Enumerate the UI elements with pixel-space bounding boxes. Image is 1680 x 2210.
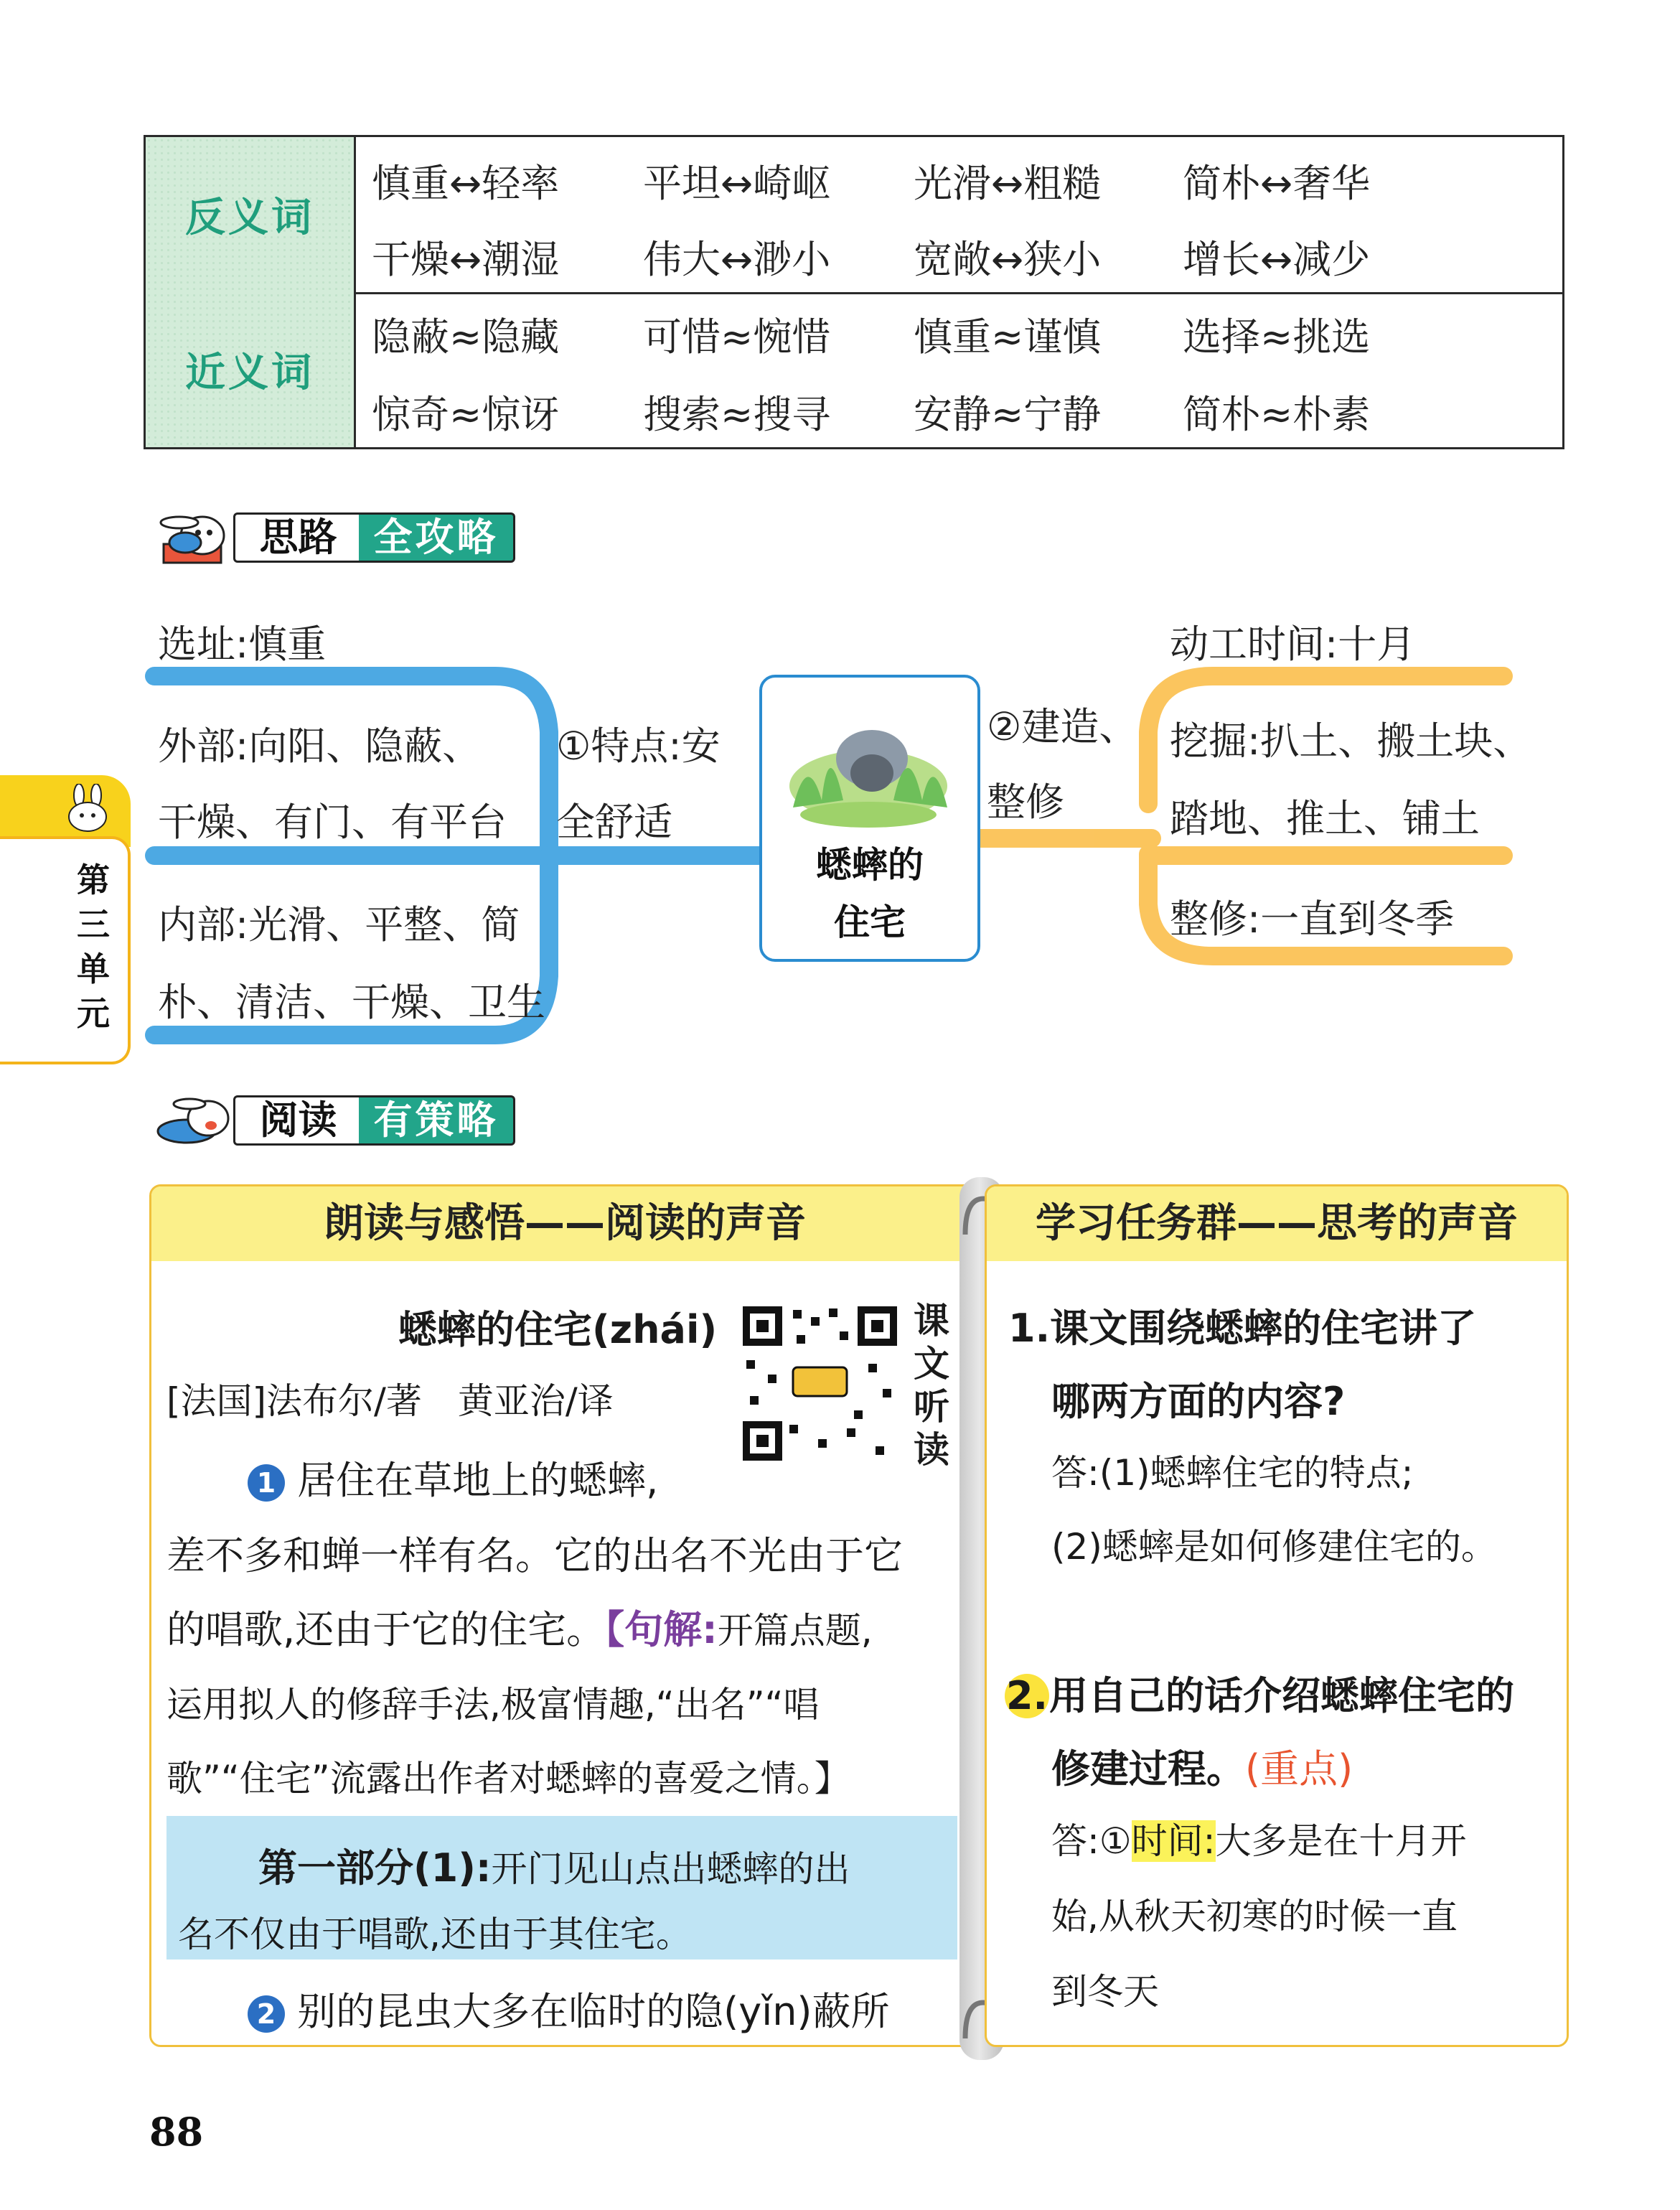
question-2-line-2 xyxy=(1051,1738,1353,1794)
rabbit-face-icon xyxy=(63,784,113,834)
dig-line-1: 挖掘:扒土、搬土块、 xyxy=(1170,718,1532,764)
audio-label-char: 课 xyxy=(914,1300,949,1342)
rabbit-lying-icon xyxy=(151,1090,237,1154)
interior-line-1: 内部:光滑、平整、简 xyxy=(158,902,520,947)
synonym-pair: 惊奇≈惊讶 xyxy=(372,392,560,437)
site-selection-label: 选址:慎重 xyxy=(158,622,327,667)
answer-text: 大多是在十月开 xyxy=(1215,1820,1467,1862)
answer-2-line-3: 到冬天 xyxy=(1051,1971,1159,2013)
question-1-line-2: 哪两方面的内容? xyxy=(1051,1379,1346,1424)
feature-line-1: ①特点:安 xyxy=(556,724,721,769)
unit-side-label xyxy=(72,858,115,1036)
paragraph-number: 2 xyxy=(248,1995,285,2033)
synonym-pair: 慎重≈谨慎 xyxy=(914,314,1102,360)
thinking-banner-tag: 全攻略 xyxy=(359,512,515,563)
question-2-line-1 xyxy=(1005,1665,1514,1720)
sentence-note-line-2: 运用拟人的修辞手法,极富情趣,“出名”“唱 xyxy=(166,1684,820,1726)
paragraph-text: 居住在草地上的蟋蟀, xyxy=(297,1458,659,1503)
reading-banner-tag: 有策略 xyxy=(359,1095,515,1146)
mindmap-center-title xyxy=(759,836,980,951)
synonym-pair: 选择≈挑选 xyxy=(1183,314,1371,360)
synonym-pair: 可惜≈惋惜 xyxy=(643,314,831,360)
antonym-pair: 伟大↔渺小 xyxy=(643,237,831,282)
paragraph-2-line-1 xyxy=(248,1981,890,2036)
unit-char: 三 xyxy=(77,905,110,944)
antonym-pair: 干燥↔潮湿 xyxy=(372,237,560,282)
unit-char: 单 xyxy=(77,950,110,988)
reading-banner-label: 阅读 xyxy=(233,1095,363,1146)
answer-2-line-2: 始,从秋天初寒的时候一直 xyxy=(1051,1896,1458,1937)
build-line-2: 整修 xyxy=(987,779,1064,825)
reading-panel-header: 朗读与感悟——阅读的声音 xyxy=(151,1186,978,1261)
antonym-pair: 宽敞↔狭小 xyxy=(914,237,1102,282)
repair-label: 整修:一直到冬季 xyxy=(1170,896,1455,942)
answer-prefix: 答:① xyxy=(1051,1820,1132,1862)
question-text: 课文围绕蟋蟀的住宅讲了 xyxy=(1050,1306,1477,1351)
lesson-title: 蟋蟀的住宅(zhái) xyxy=(398,1307,718,1352)
center-title-line-2: 住宅 xyxy=(834,902,906,943)
dig-line-2: 踏地、推土、铺土 xyxy=(1170,796,1480,841)
feature-line-2: 全舒适 xyxy=(556,800,672,845)
synonym-pair: 安静≈宁静 xyxy=(914,392,1102,437)
sentence-note-text: 开篇点题, xyxy=(717,1610,873,1652)
antonym-pair: 慎重↔轻率 xyxy=(372,161,560,206)
page-number: 88 xyxy=(149,2109,204,2155)
antonym-pair: 平坦↔崎岖 xyxy=(643,161,831,206)
paragraph-text: 别的昆虫大多在临时的隐(yǐn)蔽所 xyxy=(297,1989,890,2034)
reading-banner xyxy=(151,1090,524,1147)
antonym-heading: 反义词 xyxy=(146,137,356,292)
synonym-pair: 搜索≈搜寻 xyxy=(643,392,831,437)
exterior-line-2: 干燥、有门、有平台 xyxy=(158,800,507,845)
synonym-pair: 简朴≈朴素 xyxy=(1183,392,1371,437)
antonym-pair: 光滑↔粗糙 xyxy=(914,161,1102,206)
qr-code-icon xyxy=(739,1303,901,1464)
antonym-pair: 增长↔减少 xyxy=(1183,237,1371,282)
answer-1-line-1: 答:(1)蟋蟀住宅的特点; xyxy=(1051,1452,1414,1494)
start-time-label: 动工时间:十月 xyxy=(1170,622,1416,667)
sentence-note-label: 【句解: xyxy=(605,1607,718,1652)
paragraph-text: 的唱歌,还由于它的住宅。 xyxy=(166,1607,606,1652)
question-text: 修建过程。 xyxy=(1051,1746,1245,1792)
audio-label-char: 听 xyxy=(914,1386,949,1428)
answer-2-line-1 xyxy=(1051,1812,1467,1864)
unit-char: 元 xyxy=(77,994,110,1033)
question-number: 1. xyxy=(1008,1306,1051,1351)
paragraph-1-line-3 xyxy=(166,1599,873,1654)
key-point-tag: (重点) xyxy=(1245,1746,1353,1792)
question-1-line-1 xyxy=(1008,1298,1476,1353)
exterior-line-1: 外部:向阳、隐蔽、 xyxy=(158,724,482,769)
paragraph-1-line-2: 差不多和蝉一样有名。它的出名不光由于它 xyxy=(166,1533,903,1578)
unit-char: 第 xyxy=(77,861,110,899)
synonym-pair: 隐蔽≈隐藏 xyxy=(372,314,560,360)
question-text: 用自己的话介绍蟋蟀住宅的 xyxy=(1049,1673,1514,1718)
build-line-1: ②建造、 xyxy=(987,704,1138,749)
cricket-burrow-illustration xyxy=(779,693,958,836)
synonym-heading: 近义词 xyxy=(146,292,356,447)
time-highlight: 时间: xyxy=(1131,1820,1216,1862)
paragraph-number: 1 xyxy=(248,1464,285,1502)
audio-reading-label xyxy=(910,1299,953,1471)
antonym-pair: 简朴↔奢华 xyxy=(1183,161,1371,206)
summary-line-2: 名不仅由于唱歌,还由于其住宅。 xyxy=(178,1914,692,1955)
center-title-line-1: 蟋蟀的 xyxy=(816,844,924,886)
summary-label: 第一部分(1): xyxy=(258,1845,492,1891)
interior-line-2: 朴、清洁、干燥、卫生 xyxy=(158,980,545,1025)
summary-line-1 xyxy=(258,1837,850,1893)
lesson-author: [法国]法布尔/著 黄亚治/译 xyxy=(166,1380,614,1422)
sentence-note-line-3: 歌”“住宅”流露出作者对蟋蟀的喜爱之情。】 xyxy=(166,1758,850,1799)
answer-1-line-2: (2)蟋蟀是如何修建住宅的。 xyxy=(1051,1526,1497,1568)
audio-label-char: 文 xyxy=(914,1343,949,1385)
paragraph-1-line-1 xyxy=(248,1450,658,1505)
question-number: 2. xyxy=(1005,1673,1048,1718)
audio-label-char: 读 xyxy=(914,1429,949,1471)
thinking-banner-label: 思路 xyxy=(233,512,363,563)
summary-text: 开门见山点出蟋蟀的出 xyxy=(491,1848,850,1890)
task-panel-header: 学习任务群——思考的声音 xyxy=(987,1186,1567,1261)
